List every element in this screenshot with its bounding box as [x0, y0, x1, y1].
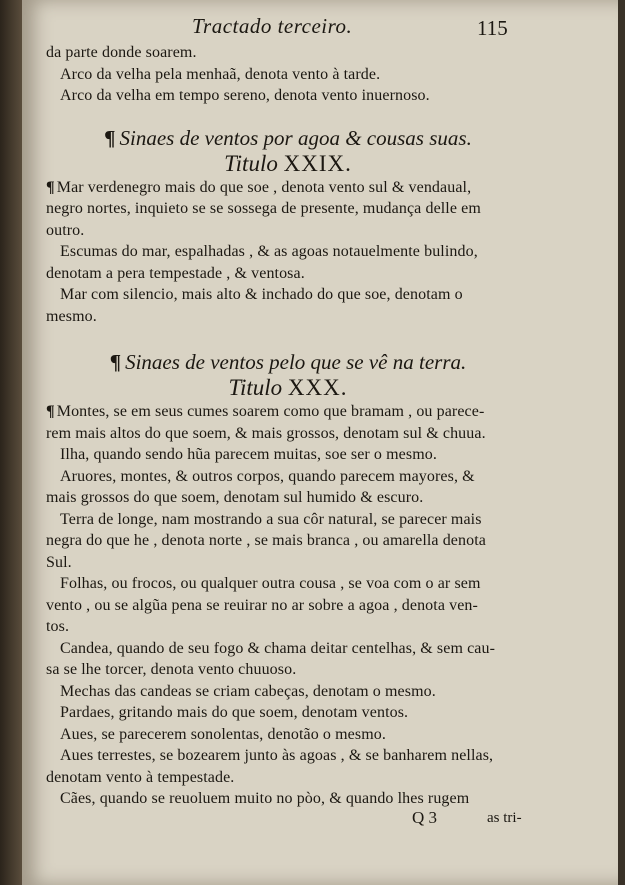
section-titulo: Titulo XXX. — [228, 375, 348, 400]
text-line: denotam a pera tempestade , & ventosa. — [46, 264, 305, 282]
book-page — [22, 0, 622, 885]
running-title: Tractado terceiro. — [192, 14, 353, 38]
text-line: Escumas do mar, espalhadas , & as agoas notauelmente bulindo, — [60, 243, 478, 260]
pilcrow-icon: ¶ — [104, 125, 116, 150]
text-line: Aues, se parecerem sonolentas, denotão o mesmo. — [60, 725, 386, 743]
text-line: Candea, quando de seu fogo & chama deitar centelhas, & sem cau- — [60, 639, 496, 657]
text-line: negro nortes, inquieto se se sossega de presente, mudança delle em — [46, 200, 481, 217]
paragraph-mark-icon: ¶ — [46, 403, 55, 420]
text-line: da parte donde soarem. — [46, 44, 197, 61]
text-line: tos. — [46, 618, 70, 635]
text-line: Aruores, montes, & outros corpos, quando parecem mayores, & — [60, 467, 475, 485]
signature-mark: Q 3 — [412, 808, 438, 827]
text-line: Cães, quando se reuoluem muito no pòo, & quando lhes rugem — [60, 790, 470, 807]
text-line: mesmo. — [46, 307, 97, 325]
text-line: Pardaes, gritando mais do que soem, denotam ventos. — [60, 704, 409, 721]
text-line: Terra de longe, nam mostrando a sua côr natural, se parecer mais — [60, 510, 482, 528]
paragraph-mark-icon: ¶ — [46, 178, 55, 196]
text-line: Sul. — [46, 553, 72, 571]
text-line: Mar com silencio, mais alto & inchado do que soe, denotam o — [60, 286, 463, 303]
text-line: Arco da velha em tempo sereno, denota vento inuernoso. — [60, 87, 430, 104]
text-line: Mechas das candeas se criam cabeças, denotam o mesmo. — [60, 682, 436, 700]
page-number: 115 — [477, 16, 508, 40]
catchword: as tri- — [487, 810, 522, 826]
text-line: ¶ Mar verdenegro mais do que soe , denota vento sul & vendaual, — [46, 178, 472, 196]
pilcrow-icon: ¶ — [109, 350, 122, 374]
section-titulo: Titulo XXIX. — [224, 150, 352, 176]
text-line: rem mais altos do que soem, & mais grossos, denotam sul & chuua. — [46, 424, 486, 442]
text-line: Folhas, ou frocos, ou qualquer outra cousa , se voa com o ar sem — [60, 575, 481, 592]
text-line: Aues terrestes, se bozearem junto às agoas , & se banharem nellas, — [60, 747, 494, 764]
text-line: sa se lhe torcer, denota vento chuuoso. — [46, 661, 297, 678]
text-line: Ilha, quando sendo hũa parecem muitas, soe ser o mesmo. — [60, 446, 437, 463]
section-heading: ¶ Sinaes de ventos pelo que se vê na terra. — [109, 350, 467, 374]
book-gutter — [0, 0, 22, 885]
text-line: vento , ou se algũa pena se reuirar no ar sobre a agoa , denota ven- — [46, 596, 478, 614]
text-line: ¶ Montes, se em seus cumes soarem como que bramam , ou parece- — [46, 403, 485, 420]
text-line: outro. — [46, 221, 85, 239]
page-edge — [618, 0, 622, 885]
text-line: negra do que he , denota norte , se mais branca , ou amarella denota — [46, 532, 486, 549]
text-line: mais grossos do que soem, denotam sul humido & escuro. — [46, 489, 424, 506]
page-body — [46, 42, 530, 810]
text-line: denotam vento à tempestade. — [46, 768, 235, 786]
section-heading: ¶ Sinaes de ventos por agoa & cousas suas. — [104, 125, 472, 150]
text-line: Arco da velha pela menhaã, denota vento à tarde. — [60, 65, 381, 83]
